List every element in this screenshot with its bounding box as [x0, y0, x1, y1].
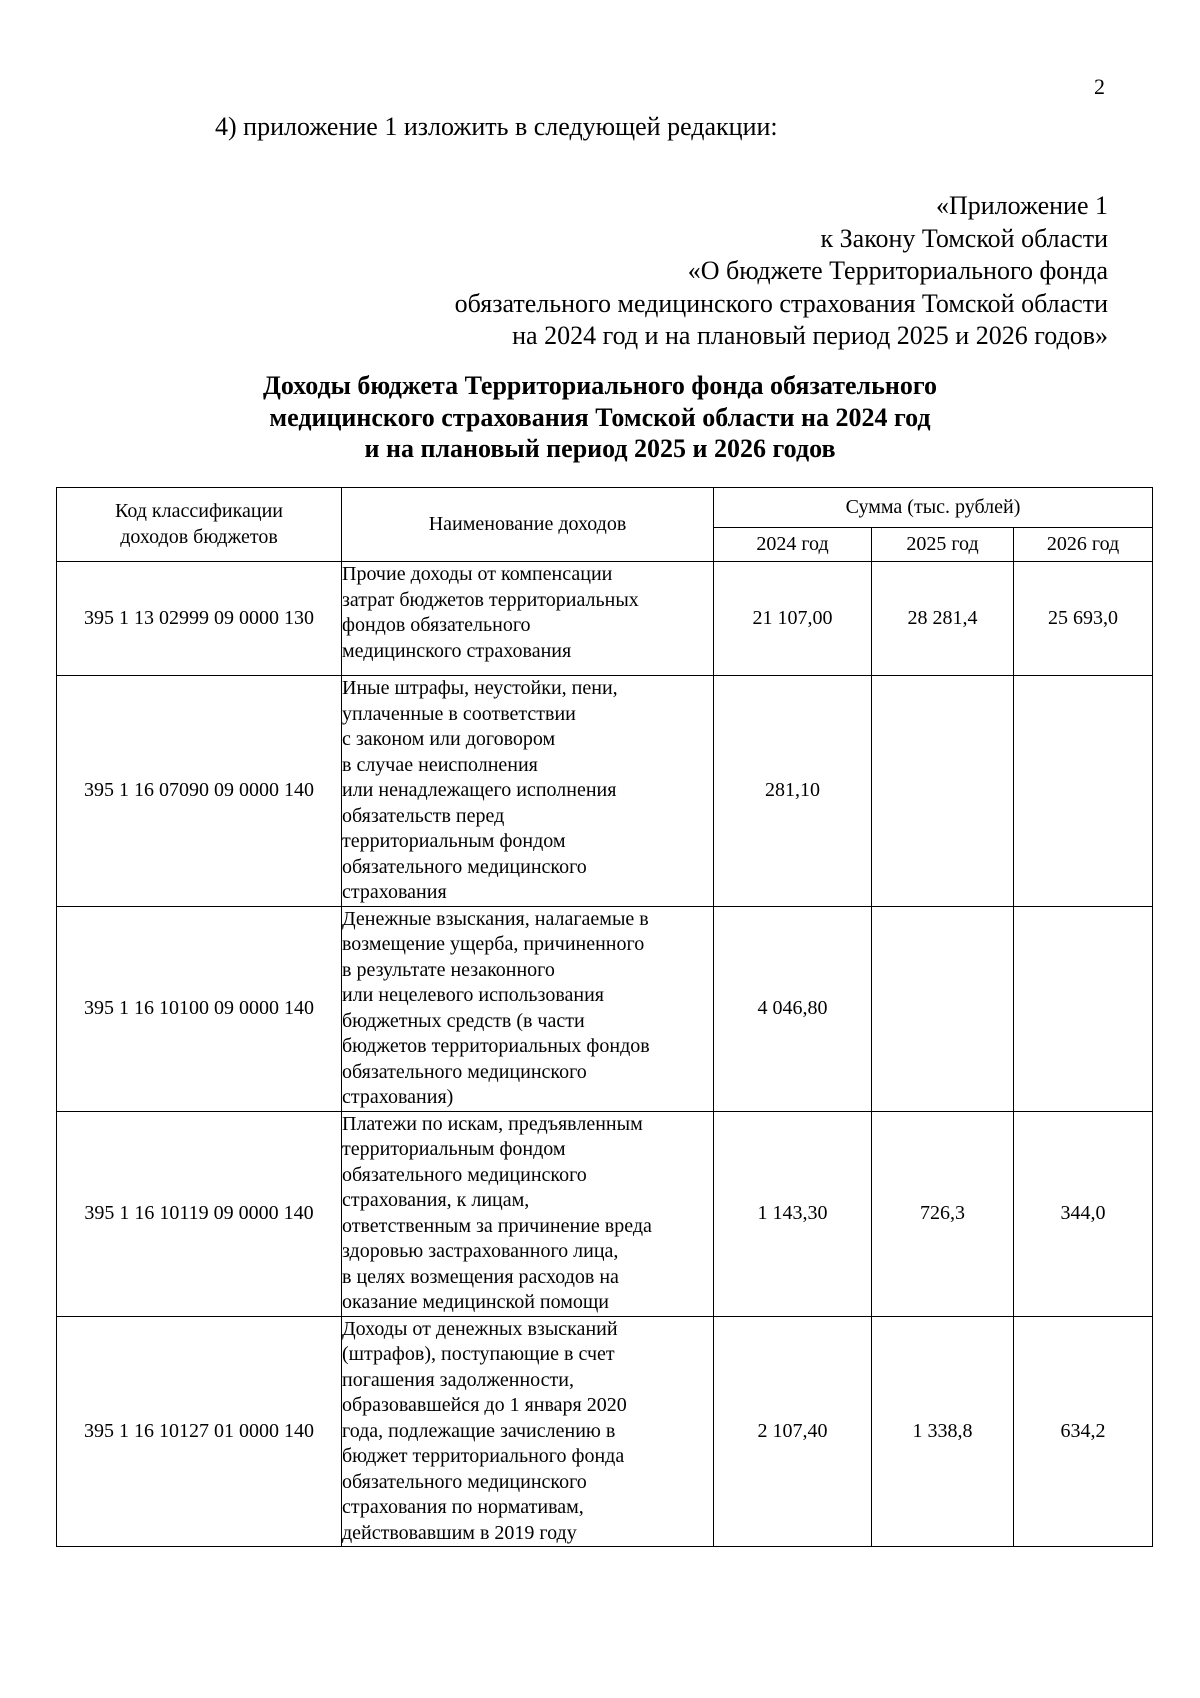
row-name-line: бюджет территориального фонда — [342, 1445, 625, 1467]
header-year-2024: 2024 год — [714, 528, 872, 562]
row-name — [342, 1316, 714, 1547]
row-name-line: обязательного медицинского — [342, 1470, 587, 1493]
row-name-line: бюджетов территориальных фондов — [342, 1035, 650, 1057]
row-name-line: действовавшим в 2019 году — [342, 1521, 577, 1544]
header-year-2026: 2026 год — [1014, 528, 1153, 562]
row-name — [342, 906, 714, 1111]
table-row — [57, 562, 1153, 676]
row-value-2025: 1 338,8 — [872, 1316, 1014, 1547]
row-name-line: медицинского страхования — [342, 639, 572, 662]
table-row — [57, 906, 1153, 1111]
row-name-line: возмещение ущерба, причиненного — [342, 933, 645, 955]
document-title — [0, 370, 1200, 465]
row-name-line: Прочие доходы от компенсации — [342, 563, 613, 585]
row-code: 395 1 16 10127 01 0000 140 — [57, 1316, 342, 1547]
row-value-2024: 4 046,80 — [714, 906, 872, 1111]
row-name-line: Доходы от денежных взысканий — [342, 1317, 618, 1340]
row-value-2026 — [1014, 906, 1153, 1111]
row-name-line: фондов обязательного — [342, 614, 531, 636]
row-value-2024: 1 143,30 — [714, 1111, 872, 1316]
row-name — [342, 1111, 714, 1316]
row-name-line: затрат бюджетов территориальных — [342, 588, 639, 611]
appendix-reference-line: к Закону Томской области — [820, 223, 1108, 253]
appendix-reference-line: «Приложение 1 — [935, 191, 1108, 220]
row-value-2024: 21 107,00 — [714, 562, 872, 676]
row-name-line: территориальным фондом — [342, 1138, 566, 1160]
row-value-2025 — [872, 906, 1014, 1111]
document-title-line: Доходы бюджета Территориального фонда обязательного — [262, 371, 938, 400]
row-value-2026: 25 693,0 — [1014, 562, 1153, 676]
row-value-2024: 2 107,40 — [714, 1316, 872, 1547]
table-row — [57, 676, 1153, 907]
row-name-line: с законом или договором — [342, 728, 556, 750]
header-year-2025: 2025 год — [872, 528, 1014, 562]
document-title-line: и на плановый период 2025 и 2026 годов — [364, 434, 836, 463]
row-name-line: страхования — [342, 881, 447, 903]
row-name-line: (штрафов), поступающие в счет — [342, 1343, 615, 1365]
appendix-reference-line: обязательного медицинского страхования Томской области — [454, 288, 1108, 318]
row-name-line: в результате незаконного — [342, 958, 555, 981]
row-value-2025 — [872, 676, 1014, 907]
appendix-reference-line: «О бюджете Территориального фонда — [687, 256, 1108, 285]
row-name-line: территориальным фондом — [342, 830, 566, 852]
row-name-line: Денежные взыскания, налагаемые в — [342, 907, 649, 930]
row-name-line: уплаченные в соответствии — [342, 702, 576, 725]
row-name-line: страхования) — [342, 1086, 454, 1108]
document-title-line: медицинского страхования Томской области на 2024 год — [269, 402, 931, 432]
row-name-line: погашения задолженности, — [342, 1368, 574, 1391]
row-name-line: обязательств перед — [342, 804, 505, 827]
header-sum: Сумма (тыс. рублей) — [714, 488, 1153, 528]
row-value-2026: 344,0 — [1014, 1111, 1153, 1316]
row-name-line: или нецелевого использования — [342, 984, 604, 1006]
appendix-reference-line: на 2024 год и на плановый период 2025 и 2026 годов» — [512, 321, 1108, 350]
row-name-line: страхования по нормативам, — [342, 1496, 584, 1518]
row-name-line: страхования, к лицам, — [342, 1189, 530, 1211]
row-name-line: Иные штрафы, неустойки, пени, — [342, 677, 618, 699]
row-name-line: ответственным за причинение вреда — [342, 1214, 652, 1237]
row-name-line: Платежи по искам, предъявленным — [342, 1112, 643, 1135]
row-name-line: обязательного медицинского — [342, 1163, 587, 1186]
page-number: 2 — [1094, 74, 1105, 99]
row-value-2025: 28 281,4 — [872, 562, 1014, 676]
row-code: 395 1 16 07090 09 0000 140 — [57, 676, 342, 907]
row-name-line: в случае неисполнения — [342, 753, 538, 776]
row-code: 395 1 16 10119 09 0000 140 — [57, 1111, 342, 1316]
row-name-line: обязательного медицинского — [342, 855, 587, 878]
row-name-line: обязательного медицинского — [342, 1060, 587, 1083]
row-name — [342, 562, 714, 676]
header-code: Код классификации доходов бюджетов — [57, 488, 342, 562]
row-name-line: года, подлежащие зачислению в — [342, 1419, 616, 1442]
intro-paragraph: 4) приложение 1 изложить в следующей редакции: — [215, 112, 778, 141]
row-name-line: или ненадлежащего исполнения — [342, 779, 617, 801]
header-name: Наименование доходов — [342, 488, 714, 562]
row-name-line: бюджетных средств (в части — [342, 1009, 585, 1032]
row-value-2024: 281,10 — [714, 676, 872, 907]
row-name — [342, 676, 714, 907]
row-name-line: здоровью застрахованного лица, — [342, 1240, 619, 1262]
row-value-2026: 634,2 — [1014, 1316, 1153, 1547]
row-code: 395 1 16 10100 09 0000 140 — [57, 906, 342, 1111]
income-table — [56, 487, 1153, 1547]
row-name-line: оказание медицинской помощи — [342, 1291, 609, 1313]
appendix-reference — [455, 190, 1108, 353]
row-name-line: в целях возмещения расходов на — [342, 1265, 619, 1288]
row-name-line: образовавшейся до 1 января 2020 — [342, 1394, 627, 1416]
row-value-2025: 726,3 — [872, 1111, 1014, 1316]
table-row — [57, 1111, 1153, 1316]
row-code: 395 1 13 02999 09 0000 130 — [57, 562, 342, 676]
row-value-2026 — [1014, 676, 1153, 907]
table-row — [57, 1316, 1153, 1547]
